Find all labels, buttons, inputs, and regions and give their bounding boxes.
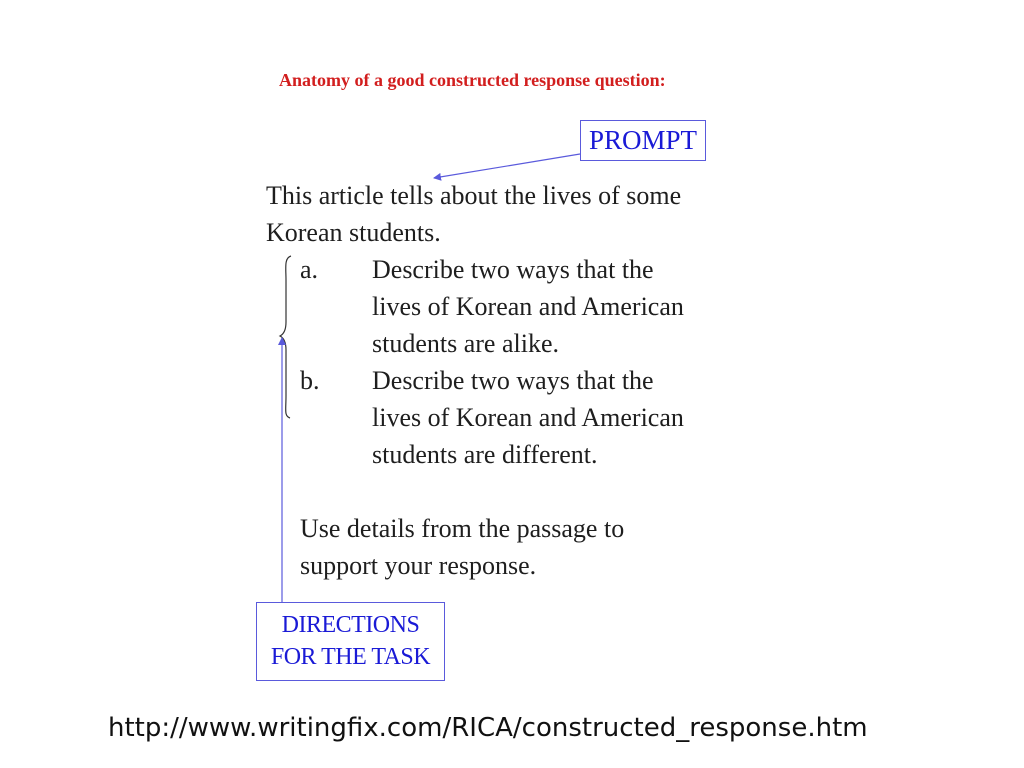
directions-label-box [256, 602, 445, 681]
prompt-label: PROMPT [588, 125, 698, 155]
question-b-line-2: lives of Korean and American [372, 403, 684, 432]
question-b-line-1: Describe two ways that the [372, 366, 654, 395]
question-a-line-1: Describe two ways that the [372, 255, 654, 284]
prompt-line-1: This article tells about the lives of some [266, 181, 682, 210]
prompt-text [266, 177, 681, 251]
question-a-line-3: students are alike. [372, 329, 559, 358]
directions-line-1: Use details from the passage to [300, 514, 625, 543]
question-a-label: a. [300, 255, 319, 284]
prompt-line-2: Korean students. [266, 218, 441, 247]
prompt-arrow [434, 154, 580, 178]
question-b-text [372, 362, 684, 473]
question-a-text [372, 251, 684, 362]
slide-title: Anatomy of a good constructed response question: [279, 70, 666, 90]
source-url[interactable]: http://www.writingfix.com/RICA/constructed_response.htm [108, 713, 868, 743]
prompt-label-box [580, 120, 706, 161]
question-a-line-2: lives of Korean and American [372, 292, 684, 321]
directions-label-line-1: DIRECTIONS [281, 612, 420, 638]
question-b-label: b. [300, 366, 320, 395]
directions-label-line-2: FOR THE TASK [270, 644, 431, 670]
directions-line-2: support your response. [300, 551, 537, 580]
question-b-line-3: students are different. [372, 440, 598, 469]
directions-text [300, 510, 624, 584]
